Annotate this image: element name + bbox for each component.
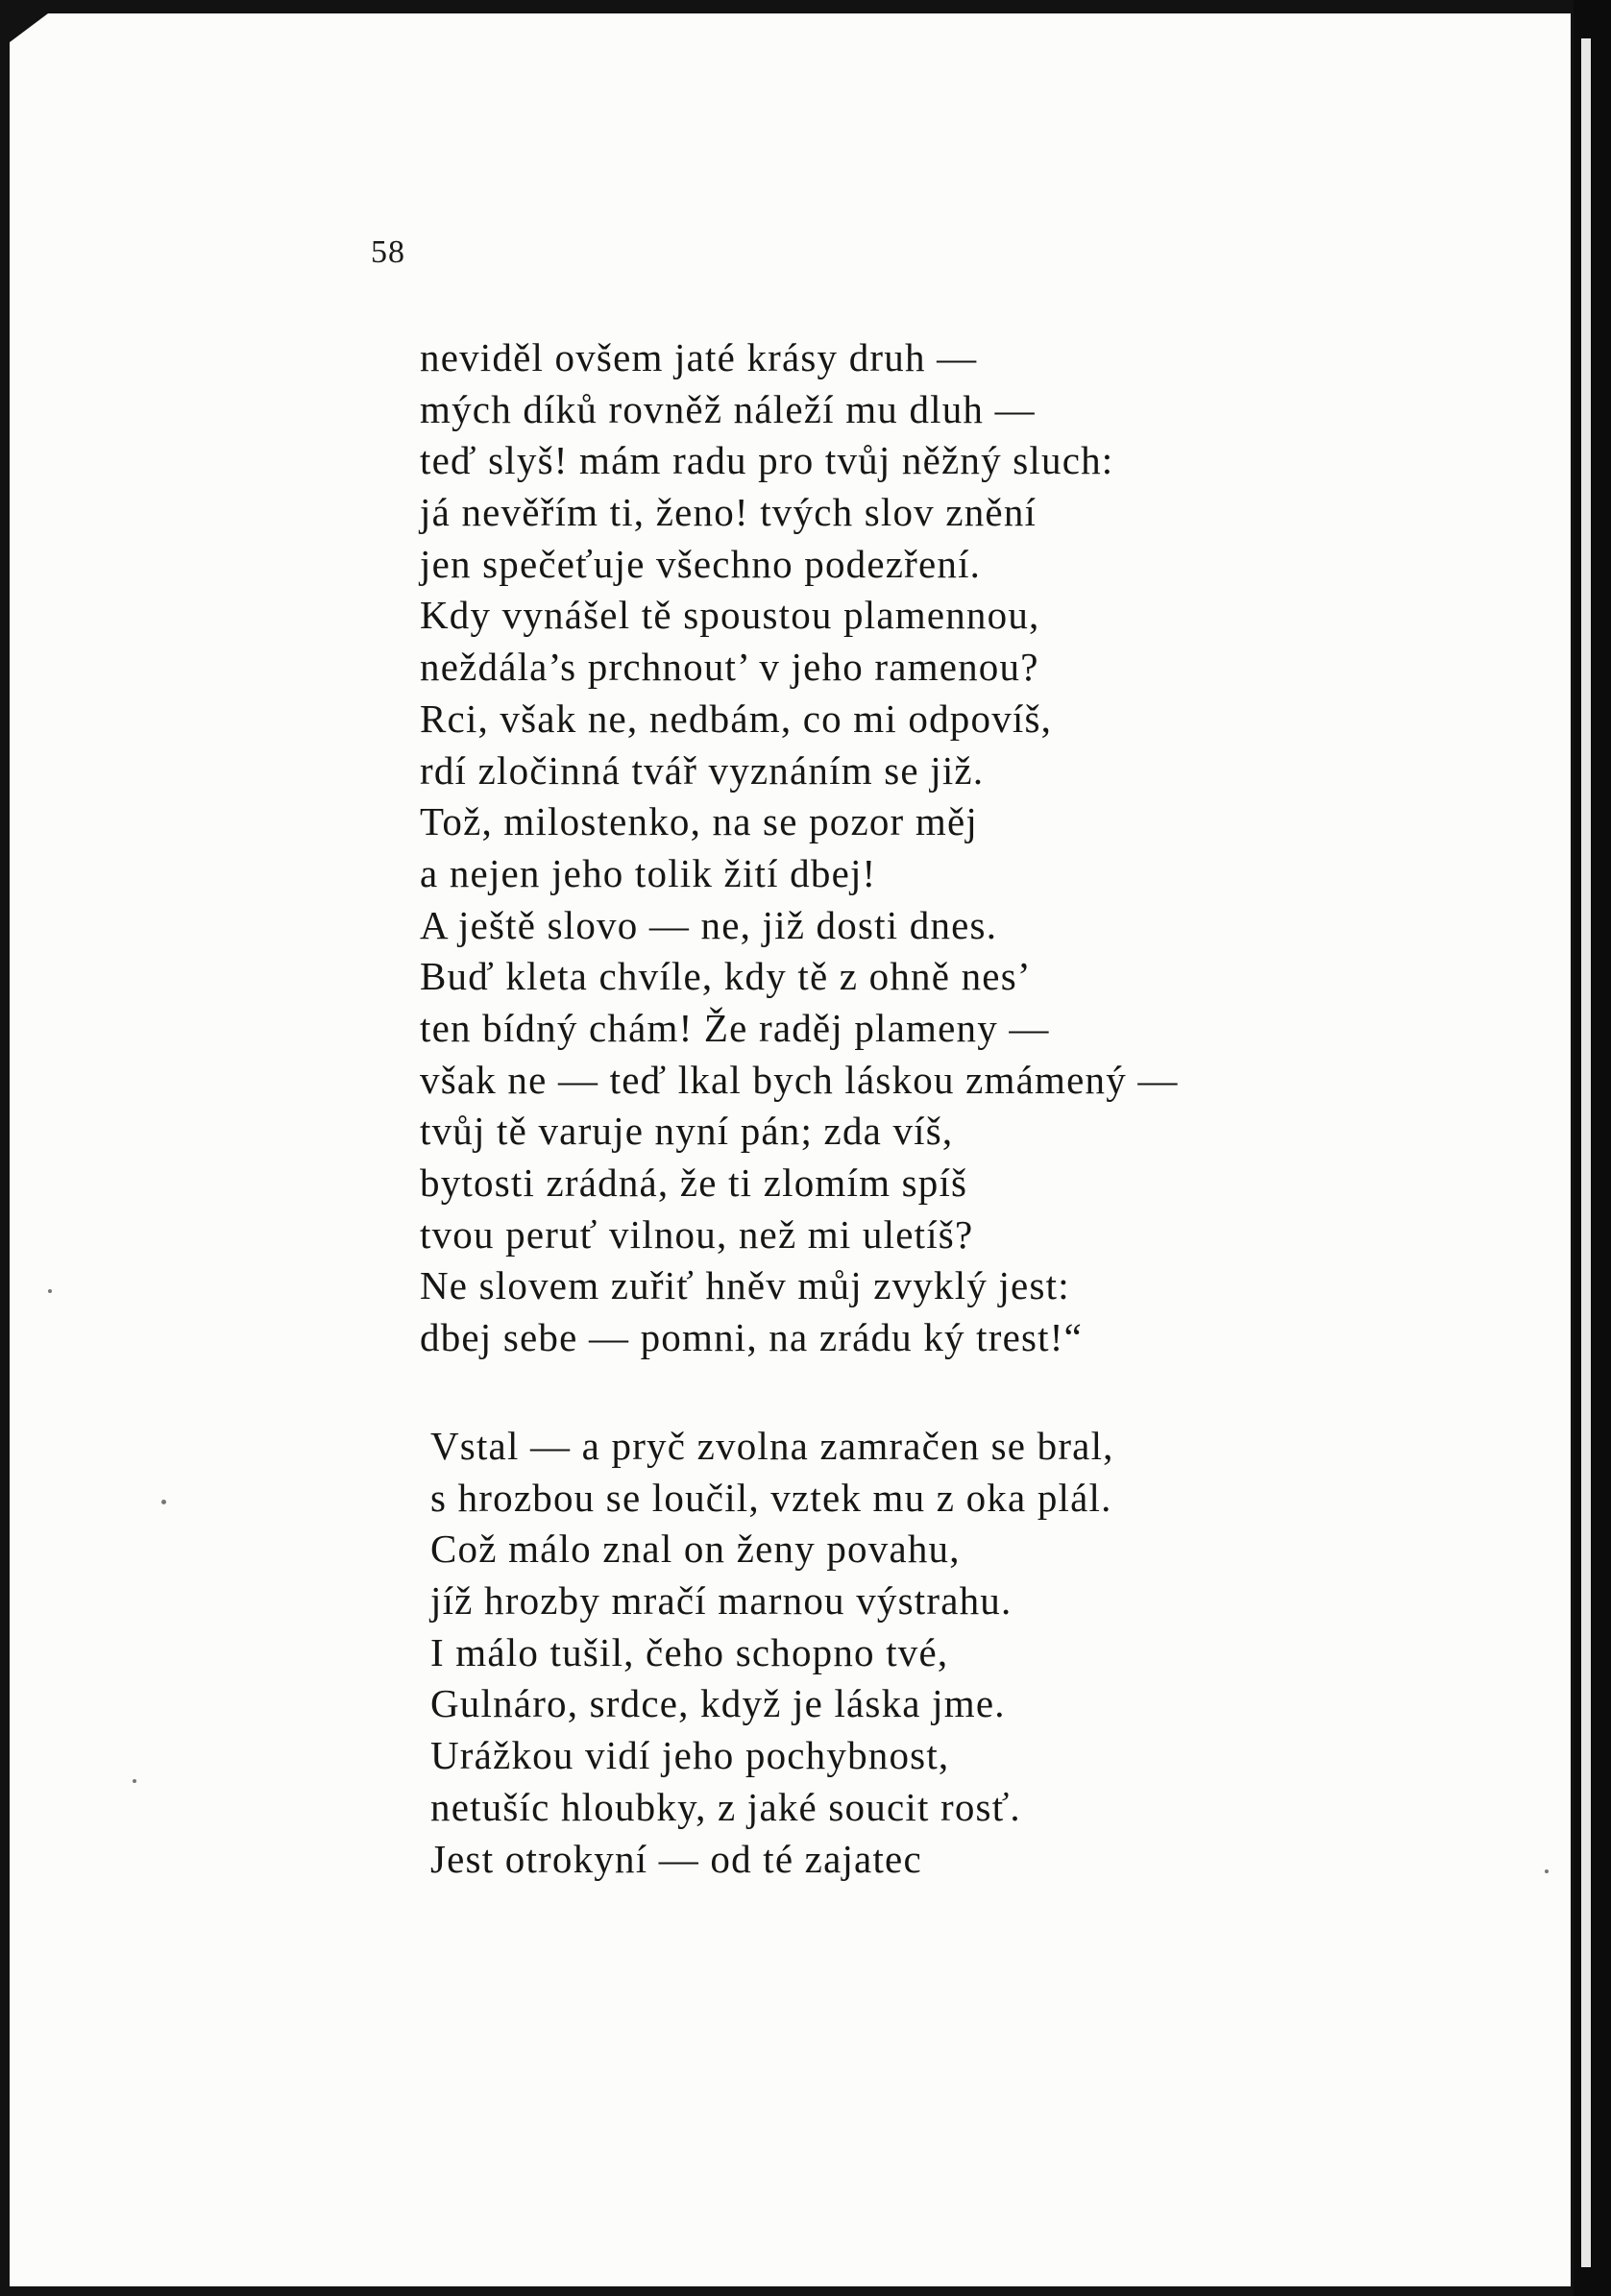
poem-line: Buď kleta chvíle, kdy tě z ohně nes’ [420, 954, 1032, 999]
poem-line: a nejen jeho tolik žití dbej! [420, 850, 877, 895]
poem-line: Rci, však ne, nedbám, co mi odpovíš, [420, 696, 1053, 741]
poem-line: Jest otrokyní — od té zajatec [430, 1836, 922, 1881]
poem-line: Ne slovem zuřiť hněv můj zvyklý jest: [420, 1263, 1070, 1308]
poem-line: tvou peruť vilnou, než mi uletíš? [420, 1211, 974, 1257]
scan-speck [133, 1779, 136, 1783]
poem-stanza-2 [430, 1421, 1391, 1885]
scan-speck [161, 1500, 166, 1504]
poem-line: tvůj tě varuje nyní pán; zda víš, [420, 1109, 954, 1154]
page-number: 58 [371, 234, 405, 270]
scan-right-border [1574, 0, 1611, 2296]
scan-speck [48, 1289, 52, 1293]
poem-line: s hrozbou se loučil, vztek mu z oka plál. [430, 1475, 1112, 1520]
poem-line: bytosti zrádná, že ti zlomím spíš [420, 1160, 968, 1205]
poem-stanza-1 [420, 332, 1380, 1364]
poem-line: Gulnáro, srdce, když je láska jme. [430, 1681, 1006, 1726]
poem-line: však ne — teď lkal bych láskou zmámený — [420, 1057, 1179, 1102]
scan-speck [1545, 1869, 1549, 1873]
poem-line: rdí zločinná tvář vyznáním se již. [420, 747, 985, 793]
poem-line: neždála’s prchnout’ v jeho ramenou? [420, 645, 1039, 690]
poem-line: jen spečeťuje všechno podezření. [420, 541, 982, 586]
poem-line: I málo tušil, čeho schopno tvé, [430, 1629, 949, 1674]
poem-line: Tož, milostenko, na se pozor měj [420, 799, 978, 844]
poem-line: neviděl ovšem jaté krásy druh — [420, 335, 978, 379]
poem-line: Urážkou vidí jeho pochybnost, [430, 1733, 950, 1778]
poem-line: Kdy vynášel tě spoustou plamennou, [420, 593, 1040, 638]
poem-line: mých díků rovněž náleží mu dluh — [420, 386, 1036, 431]
poem-line: teď slyš! mám radu pro tvůj něžný sluch: [420, 438, 1114, 483]
poem-line: já nevěřím ti, ženo! tvých slov znění [420, 490, 1037, 535]
poem-line: A ještě slovo — ne, již dosti dnes. [420, 902, 998, 947]
poem-line: dbej sebe — pomni, na zrádu ký trest!“ [420, 1315, 1084, 1360]
poem-line: jíž hrozby mračí marnou výstrahu. [430, 1578, 1013, 1624]
poem-line: ten bídný chám! Že raděj plameny — [420, 1005, 1050, 1050]
poem-line: Což málo znal on ženy povahu, [430, 1527, 961, 1572]
poem-line: netušíc hloubky, z jaké soucit rosť. [430, 1784, 1021, 1829]
adjacent-page-edge [1581, 38, 1591, 2267]
poem-line: Vstal — a pryč zvolna zamračen se bral, [430, 1424, 1114, 1468]
